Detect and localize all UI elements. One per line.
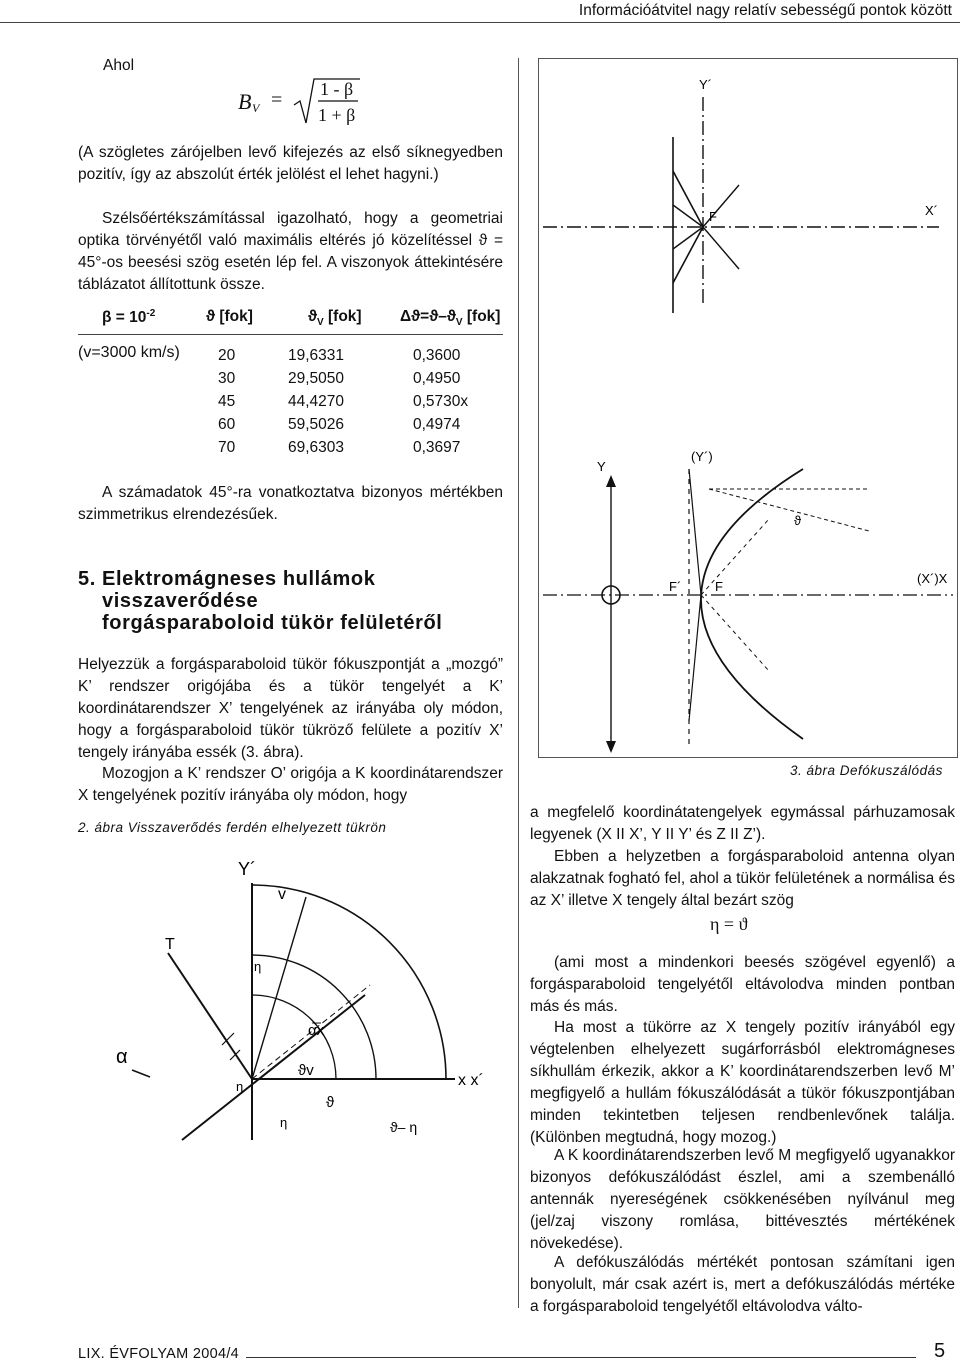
paragraph-measure: A defókuszálódás mértékét pontosan számítani igen bonyolult, már csak azért is, mert a defókuszálódás mértéke a forgásparaboloid tengelyétől eltávolodva válto-	[530, 1254, 955, 1315]
paragraph-position: Ebben a helyzetben a forgásparaboloid antenna olyan alakzatnak fogható fel, ahol a tükör felületének a normálisa és az X’ illetve X tengely által bezárt szög	[530, 848, 955, 909]
svg-text:Y´: Y´	[699, 77, 712, 92]
header-title: Információátvitel nagy relatív sebességű pontok között	[573, 2, 952, 20]
svg-text:T: T	[165, 936, 175, 953]
svg-text:(Y´): (Y´)	[691, 449, 713, 464]
paragraph-defocus: A K koordinátarendszerben levő M megfigyelő ugyanakkor bizonyos defókuszálódást észlel, ami a szembenálló antennák nyereségének csökkenésében nyílvánul meg (jel/zaj viszony romlása, bittévesztés mértékének növekedése).	[530, 1147, 955, 1252]
svg-text:ϑv: ϑv	[298, 1062, 314, 1079]
svg-text:F: F	[709, 209, 717, 224]
col-delta: $\Delta ϑ=ϑ-ϑ_V$ [fok]	[400, 308, 501, 329]
svg-text:Y: Y	[597, 459, 606, 474]
eta-formula: η = ϑ	[710, 914, 748, 934]
ahol-text: Ahol	[103, 57, 135, 74]
svg-text:η: η	[280, 1115, 288, 1130]
svg-text:X´: X´	[925, 203, 938, 218]
svg-text:(X´)X: (X´)X	[917, 571, 948, 586]
figure-2	[70, 845, 510, 1145]
fig2-caption: 2. ábra Visszaverődés ferdén elhelyezett tükrön	[78, 820, 387, 835]
footer-rule	[246, 1357, 916, 1358]
table-row: 30 29,5050 0,4950	[218, 369, 461, 387]
svg-text:x x´: x x´	[458, 1072, 484, 1089]
svg-text:ϑ: ϑ	[326, 1094, 335, 1111]
paragraph-symmetry: A számadatok 45°-ra vonatkoztatva bizonyos mértékben szimmetrikus elrendezésűek.	[78, 484, 503, 523]
paragraph-move: Mozogjon a K’ rendszer O’ origója a K koordinátarendszer X tengelyének pozitív irányába oly módon, hogy	[78, 765, 503, 804]
svg-text:Y´: Y´	[238, 859, 256, 879]
svg-text:F: F	[715, 579, 723, 594]
table-row-label: (v=3000 km/s)	[78, 344, 180, 361]
col-beta: $\beta = 10^{-2}$	[102, 308, 156, 327]
paragraph-abs: (A szögletes zárójelben levő kifejezés az első síknegyedben pozitív, így az abszolút érték jelölést el lehet hagyni.)	[78, 144, 503, 183]
svg-text:η: η	[254, 959, 262, 974]
table-body	[218, 344, 468, 459]
section-heading: 5. Elektromágneses hullámok visszaverődése forgásparaboloid tükör felületéről	[78, 568, 443, 634]
page-number: 5	[934, 1340, 946, 1362]
fig3-caption: 3. ábra Defókuszálódás	[790, 763, 943, 778]
svg-text:v: v	[278, 886, 286, 903]
svg-text:α̅x: α̅x	[308, 1022, 325, 1039]
svg-text:η: η	[236, 1079, 244, 1094]
table-row: 45 44,4270 0,5730x	[218, 392, 469, 410]
data-table	[78, 302, 503, 456]
col-thetav: $ϑ_V$ [fok]	[308, 308, 362, 329]
svg-text:ϑ– η: ϑ– η	[390, 1119, 418, 1135]
table-header	[78, 302, 503, 334]
table-row: 70 69,6303 0,3697	[218, 438, 461, 456]
table-row: 60 59,5026 0,4974	[218, 415, 461, 433]
svg-text:F´: F´	[669, 579, 682, 594]
figure-3	[538, 58, 958, 758]
bv-formula: B V = 1 - β 1 + β	[238, 75, 358, 130]
col-theta: ϑ [fok]	[206, 308, 253, 325]
table-row: 20 19,6331 0,3600	[218, 346, 461, 364]
running-header	[0, 0, 960, 26]
paragraph-wave: Ha most a tükörre az X tengely pozitív irányából egy végtelenben elhelyezett sugárforrásból elektromágneses síkhullám érkezik, akkor a K’ koordinátarendszerben levő M’ megfigyelő a hullám fókuszálódását a tükör fókuszpontjában minden tekintetben teljesen rendbenlevőnek találja. (Különben megtudná, hogy mozog.)	[530, 1019, 955, 1146]
column-divider	[518, 58, 519, 1308]
paragraph-incidence: (ami most a mindenkori beesés szögével egyenlő) a forgásparaboloid tengelyétől eltávolodva minden pontban más és más.	[530, 954, 955, 1015]
svg-text:α: α	[116, 1046, 128, 1068]
paragraph-placement: Helyezzük a forgásparaboloid tükör fókuszpontját a „mozgó” K’ rendszer origójába és a tükör tengelyét a K’ koordinátarendszer X’ tengelyének az irányába oly módon, hogy a forgásparaboloid tükör tükröző felülete a pozitív X’ tengely irányába essék (3. ábra).	[78, 656, 503, 761]
paragraph-extremum: Szélsőértékszámítással igazolható, hogy a geometriai optika törvényétől való maximális eltérés jó közelítéssel ϑ = 45°-os beesési szög esetén lép fel. A viszonyok áttekintésére táblázatot állítottunk össze.	[78, 210, 503, 293]
journal-volume: LIX. ÉVFOLYAM 2004/4	[78, 1346, 240, 1362]
paragraph-parallel: a megfelelő koordinátatengelyek egymással párhuzamosak legyenek (X II X’, Y II Y’ és Z II Z’).	[530, 804, 955, 843]
svg-text:ϑ: ϑ	[794, 513, 802, 528]
